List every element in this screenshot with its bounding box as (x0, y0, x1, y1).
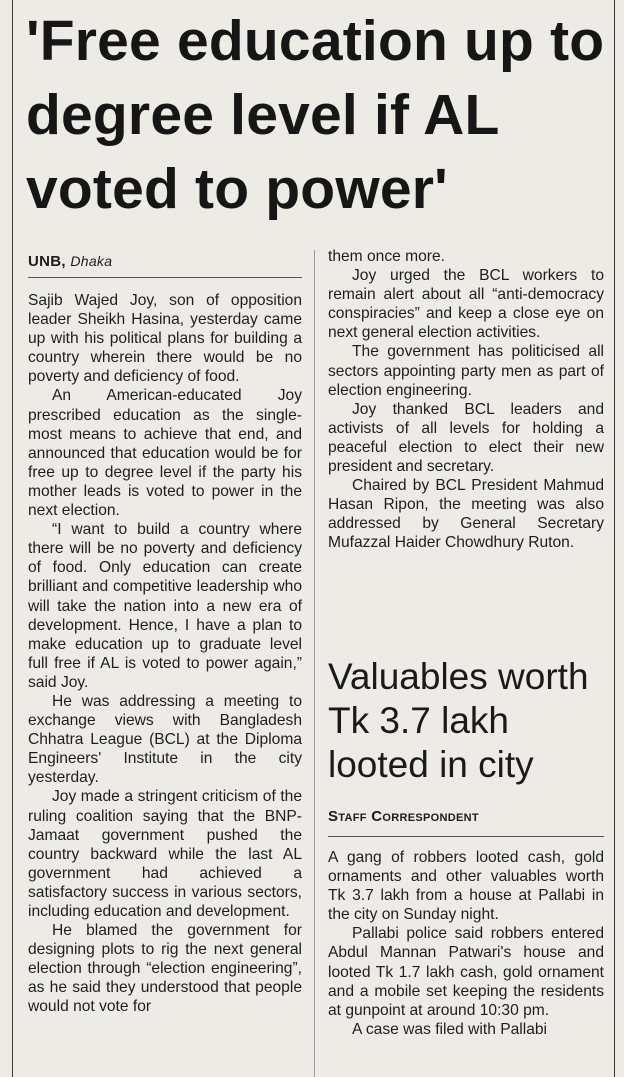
article-paragraph: A gang of robbers looted cash, gold ornaments and other valuables worth Tk 3.7 lakh from a house at Pallabi in the city on Sunday night. (328, 849, 604, 924)
article-1-headline: 'Free education up to degree level if AL voted to power' (26, 9, 605, 221)
article-2-body (328, 848, 604, 1077)
byline-divider (28, 277, 302, 278)
article-2-byline: Staff Correspondent (328, 808, 479, 825)
page-left-rule (12, 0, 13, 1077)
article-paragraph: Joy thanked BCL leaders and activists of all levels for holding a peaceful election to elect their new president and secretary. (328, 400, 604, 476)
byline-divider (328, 836, 604, 837)
article-paragraph: Joy made a stringent criticism of the ruling coalition saying that the BNP-Jamaat government pushed the country backward while the last AL government had achieved a satisfactory success in various sectors, including education and development. (28, 788, 302, 920)
article-1-column-2 (328, 247, 604, 607)
article-paragraph: He blamed the government for designing plots to rig the next general election through “election engineering”, as he said they understood that people would not vote for (28, 922, 302, 1016)
article-paragraph: A case was filed with Pallabi (352, 1020, 548, 1038)
article-paragraph: The government has politicised all sectors appointing party men as part of election engineering. (328, 343, 604, 399)
article-paragraph: Chaired by BCL President Mahmud Hasan Ripon, the meeting was also addressed by General Secretary Mufazzal Haider Chowdhury Ruton. (328, 477, 604, 552)
article-paragraph: He was addressing a meeting to exchange views with Bangladesh Chhatra League (BCL) at the Diploma Engineers' Institute in the city yesterday. (28, 692, 302, 787)
byline-location: Dhaka (70, 253, 113, 269)
article-paragraph: Sajib Wajed Joy, son of opposition leader Sheikh Hasina, yesterday came up with his political plans for building a country wherein there would be no poverty and deficiency of food. (28, 292, 302, 386)
article-paragraph: Pallabi police said robbers entered Abdul Mannan Patwari's house and looted Tk 1.7 lakh cash, gold ornament and a mobile set keeping the residents at gunpoint at around 10:30 pm. (328, 925, 604, 1019)
article-paragraph: Joy urged the BCL workers to remain alert about all “anti-democracy conspiracies” and keep a close eye on next general election activities. (328, 267, 604, 342)
byline-agency: UNB, (28, 253, 66, 270)
article-paragraph: An American-educated Joy prescribed education as the single-most means to achieve that end, and announced that education would be for free up to degree level if the party his mother leads is voted to power in the next election. (28, 387, 302, 520)
article-1-byline (28, 253, 112, 270)
article-paragraph: “I want to build a country where there will be no poverty and deficiency of food. Only education can create brilliant and competitive leadership who will take the nation into a new era of development. Hence, I have a plan to make education up to graduate level full free if AL is voted to power again,” said Joy. (28, 521, 302, 691)
article-1-column-1 (28, 291, 302, 1077)
column-separator (314, 250, 315, 1077)
article-paragraph: them once more. (328, 248, 446, 265)
article-2-headline: Valuables worth Tk 3.7 lakh looted in city (328, 656, 589, 785)
